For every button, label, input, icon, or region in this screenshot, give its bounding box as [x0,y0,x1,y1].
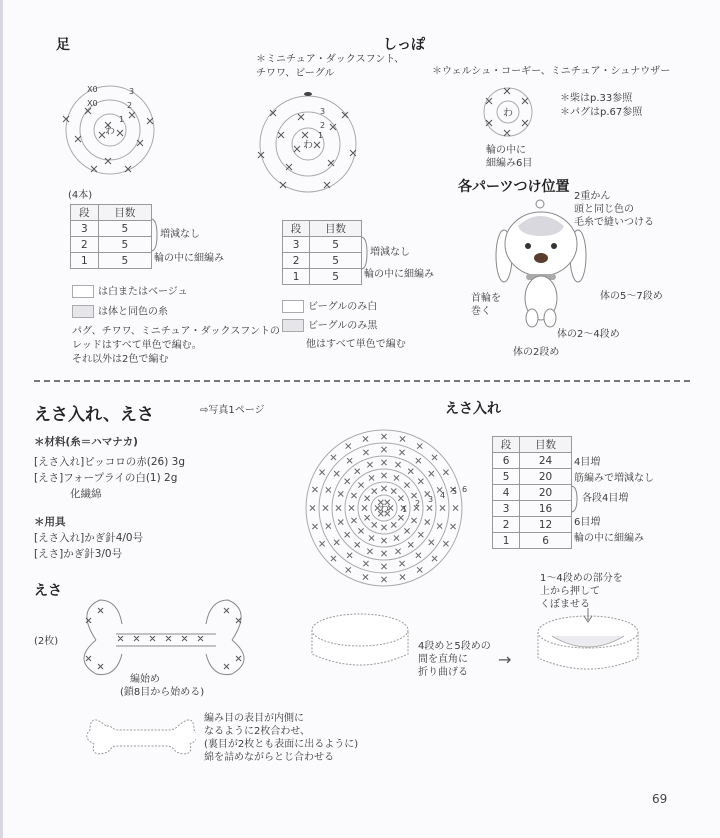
stitch-mark [363,561,368,566]
bowl-step1-3: 折り曲げる [418,667,468,678]
stitch-mark [404,482,409,487]
svg-text:1: 1 [402,505,408,514]
stitch-mark [418,532,423,537]
bowl-note-4: 6目増 [574,517,601,528]
stitch-mark [400,436,405,441]
stitch-mark [367,462,372,467]
stitch-mark [347,458,352,463]
stitch-mark [453,505,458,510]
stitch-mark [381,525,386,530]
stitch-mark [319,470,324,475]
stitch-mark [346,443,351,448]
tail-breeds-a-2: チワワ、ビーグル [256,68,335,79]
stitch-mark [363,574,368,579]
stitch-mark [326,523,331,528]
food-start-1: 編始め [130,674,160,685]
stitch-mark [399,450,404,455]
food-count: (2枚) [34,636,59,647]
stitch-mark [399,561,404,566]
stitch-mark [381,538,386,543]
materials-title: ＊材料(糸＝ハマナカ) [34,436,138,448]
tool-1: [えさ入れ]かぎ針4/0号 [34,532,144,544]
tail-note-1: 増減なし [370,247,410,258]
tail-small-note-1: 輪の中に [486,145,526,156]
page-number: 69 [652,792,668,806]
parts-tail-pos: 体の5〜7段め [600,291,663,302]
stitch-mark [349,505,354,510]
stitch-mark [400,574,405,579]
stitch-mark [395,462,400,467]
page-edge [0,0,3,838]
parts-front-pos: 体の2段め [513,347,560,358]
stitch-mark [450,524,455,529]
stitch-mark [429,471,434,476]
stitch-mark [369,475,374,480]
stitch-mark [312,524,317,529]
stitch-mark [411,493,416,498]
stitch-mark [429,540,434,545]
material-3: 化繊綿 [70,488,102,500]
stitch-mark [346,567,351,572]
stitch-mark [391,489,396,494]
section-divider [34,380,690,382]
legs-text-2: レッドはすべて単色で編む。 [72,340,202,351]
legs-chart-inc-2: X0 [87,99,98,108]
stitch-mark [326,487,331,492]
parts-ring-1: 2重かん [574,191,611,202]
stitch-mark [351,493,356,498]
stitch-mark [395,549,400,554]
tail-breeds-a-1: ＊ミニチュア・ダックスフント、 [256,54,405,65]
stitch-mark [391,522,396,527]
legs-table: 段 目数 3 5 2 5 1 5 [70,204,152,269]
stitch-mark [408,542,413,547]
bowl-title: えさ入れ [445,401,501,417]
bowl-step2-2: 上から押して [540,586,600,597]
stitch-mark [334,540,339,545]
stitch-mark [345,479,350,484]
legs-title: 足 [56,37,70,53]
stitch-mark [411,518,416,523]
legs-round-3: 3 [129,87,135,96]
stitch-mark [381,473,386,478]
stitch-mark [404,528,409,533]
parts-collar-1: 首輪を [471,293,501,304]
bowl-step2-illustration [530,604,646,684]
stitch-mark [367,549,372,554]
svg-text:わ: わ [303,140,313,151]
bowl-step1-2: 間を直角に [418,654,468,665]
stitch-mark [351,518,356,523]
stitch-mark [381,551,386,556]
tail-ref-1: ＊柴はp.33参照 [560,93,633,104]
tail-legend-1: ビーグルのみ白 [282,300,377,314]
stitch-mark [331,455,336,460]
stitch-mark [381,564,386,569]
stitch-mark [331,556,336,561]
legs-count: (4本) [68,190,93,201]
tail-breeds-b: ＊ウェルシュ・コーギー、ミニチュア・シュナウザー [432,66,671,77]
stitch-mark [408,469,413,474]
stitch-mark [365,515,370,520]
stitch-mark [417,443,422,448]
feed-title: えさ入れ、えさ [34,405,155,425]
svg-text:わ: わ [503,108,513,119]
legs-note-1: 増減なし [160,229,200,240]
stitch-mark [338,491,343,496]
stitch-mark [355,542,360,547]
stitch-mark [440,505,445,510]
stitch-mark [418,479,423,484]
food-chart [66,598,266,682]
tool-2: [えさ]かぎ針3/0号 [34,548,123,560]
parts-title: 各パーツつけ位置 [458,179,570,195]
stitch-mark [398,496,403,501]
stitch-mark [381,447,386,452]
bowl-note-2: 筋編みで増減なし [574,473,654,484]
legs-text-1: パグ、チワワ、ミニチュア・ダックスフントの [72,326,280,337]
svg-text:2: 2 [320,121,326,130]
stitch-mark [358,528,363,533]
svg-text:6: 6 [462,485,468,494]
stitch-mark [427,505,432,510]
food-title: えさ [34,583,62,599]
parts-ring-2: 頭と同じ色の [574,204,634,215]
stitch-mark [381,434,386,439]
stitch-mark [432,556,437,561]
bowl-step2-1: 1〜4段めの部分を [540,573,623,584]
stitch-mark [381,460,386,465]
food-inst-3: (裏目が2枚とも表面に出るように) [204,739,359,750]
stitch-mark [319,541,324,546]
stitch-mark [398,515,403,520]
stitch-mark [425,519,430,524]
stitch-mark [381,577,386,582]
legs-chart-center: わ [105,126,115,137]
stitch-mark [417,567,422,572]
svg-text:1: 1 [318,131,324,140]
stitch-mark [394,535,399,540]
stitch-mark [394,475,399,480]
stitch-mark [372,522,377,527]
parts-collar-2: 巻く [471,306,491,317]
food-inst-1: 編み目の表目が内側に [204,713,304,724]
stitch-mark [365,496,370,501]
tail-chart [250,84,370,196]
stitch-mark [381,486,386,491]
tail-small-note-2: 細編み6目 [486,158,533,169]
stitch-mark [310,505,315,510]
feed-photo-ref[interactable]: ⇨写真1ページ [200,405,265,416]
tail-legend-2: ビーグルのみ黒 [282,319,377,333]
food-inst-4: 綿を詰めながらとじ合わせる [204,752,334,763]
stitch-mark [338,519,343,524]
svg-text:4: 4 [440,491,446,500]
legs-legend-1: は白またはベージュ [72,285,188,299]
svg-text:2: 2 [415,499,421,508]
legs-chart [55,78,165,178]
stitch-mark [443,541,448,546]
legs-round-2: 2 [127,101,133,110]
stitch-mark [355,469,360,474]
food-start-2: (鎖8目から始める) [120,687,205,698]
stitch-mark [362,505,367,510]
stitch-mark [443,470,448,475]
legs-text-3: それ以外は2色で編む [72,354,169,365]
food-inst-2: なるように2枚合わせ、 [204,726,311,737]
stitch-mark [336,505,341,510]
stitch-mark [372,489,377,494]
material-1: [えさ入れ]ピッコロの赤(26) 3g [34,456,186,468]
stitch-mark [416,458,421,463]
svg-text:3: 3 [428,495,434,504]
stitch-mark [345,532,350,537]
bowl-step2-3: くぼませる [540,599,590,610]
legs-chart-inc-1: X0 [87,85,98,94]
legs-round-1: 1 [119,115,125,124]
legs-note-2: 輪の中に細編み [154,253,224,264]
tail-bracket [360,236,370,270]
stitch-mark [416,553,421,558]
stitch-mark [369,535,374,540]
tail-legend-3: 他はすべて単色で編む [306,339,406,350]
bowl-step-arrow: → [498,650,512,669]
stitch-mark [432,455,437,460]
bowl-note-1: 4目増 [574,457,601,468]
bowl-chart [294,418,474,598]
tools-title: ＊用具 [34,516,66,528]
material-2: [えさ]フォープライの白(1) 2g [34,472,178,484]
stitch-mark [323,505,328,510]
svg-text:3: 3 [320,107,326,116]
stitch-mark [363,436,368,441]
parts-legs-pos: 体の2〜4段め [557,329,620,340]
parts-ring-3: 毛糸で縫いつける [574,217,654,228]
legs-bracket [150,218,160,252]
stitch-mark [334,471,339,476]
legs-legend-2: は体と同色の糸 [72,305,168,319]
stitch-mark [358,482,363,487]
bowl-note-5: 輪の中に細編み [574,533,644,544]
tail-note-2: 輪の中に細編み [364,269,434,280]
svg-text:わ: わ [379,504,389,515]
svg-text:5: 5 [452,487,458,496]
bowl-step1-illustration [304,606,416,676]
tail-title: しっぽ [383,37,425,53]
bowl-note-3: 各段4目増 [582,493,629,504]
stitch-mark [437,523,442,528]
bowl-table: 段 目数 6 24 5 20 4 20 3 16 2 12 1 6 [492,436,572,549]
bowl-step1-1: 4段めと5段めの [418,641,491,652]
stitch-mark [363,450,368,455]
tail-small-chart [478,82,538,142]
tail-table: 段 目数 3 5 2 5 1 5 [282,220,362,285]
tail-ref-2: ＊パグはp.67参照 [560,107,643,118]
stitch-mark [312,487,317,492]
stitch-mark [347,553,352,558]
bowl-bracket [570,485,580,513]
bone-illustration [84,708,196,764]
